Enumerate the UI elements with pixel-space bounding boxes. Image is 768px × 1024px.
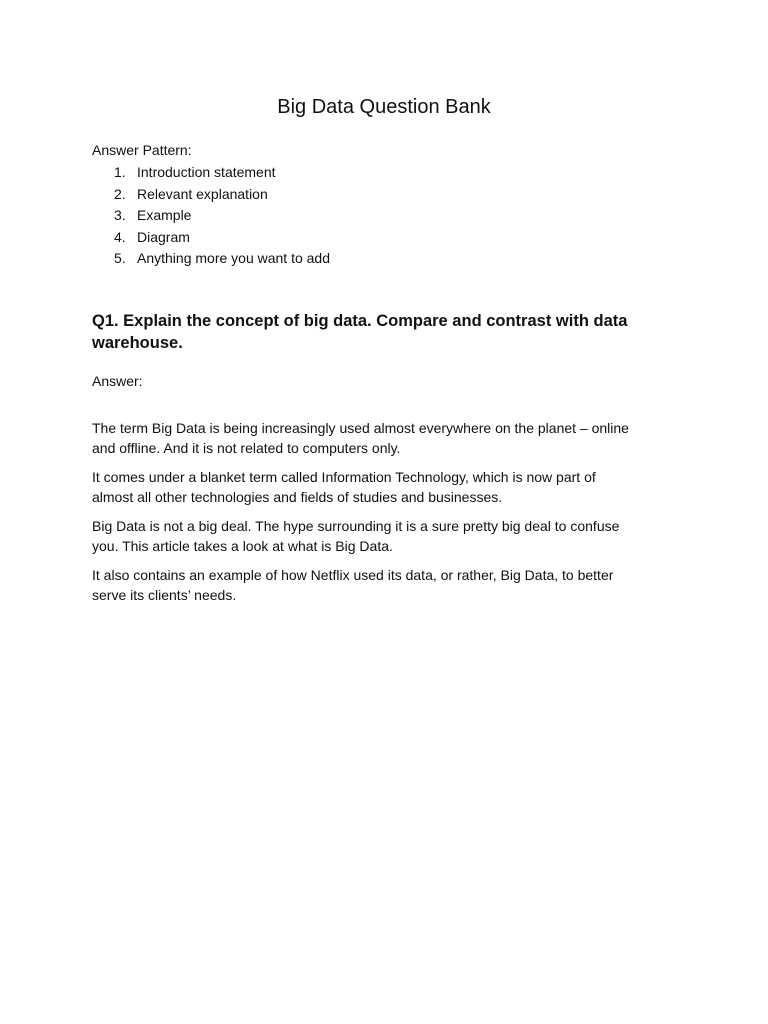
list-item-text: Relevant explanation — [137, 185, 268, 202]
list-item — [114, 205, 676, 227]
list-item-number: 2. — [114, 185, 126, 202]
list-item-number: 5. — [114, 250, 126, 267]
list-item-text: Introduction statement — [137, 164, 276, 180]
paragraph-line: The term Big Data is being increasingly used almost everywhere on the planet – online — [92, 419, 629, 436]
list-item-number: 1. — [114, 164, 126, 180]
list-item-number: 4. — [114, 228, 126, 245]
answer-paragraph — [92, 516, 676, 557]
answer-paragraph — [92, 565, 676, 606]
list-item — [114, 248, 676, 270]
list-item — [114, 184, 676, 206]
answer-pattern-list — [92, 162, 676, 270]
document-title: Big Data Question Bank — [277, 96, 491, 118]
answer-label: Answer: — [92, 372, 143, 389]
paragraph-line: It also contains an example of how Netflix used its data, or rather, Big Data, to better — [92, 566, 614, 583]
list-item-number: 3. — [114, 207, 126, 224]
answer-pattern-label: Answer Pattern: — [92, 142, 192, 158]
list-item — [114, 162, 676, 184]
answer-body — [92, 418, 676, 606]
answer-paragraph — [92, 418, 676, 459]
question-heading — [92, 310, 676, 354]
question-heading-line: warehouse. — [92, 333, 183, 352]
question-heading-line: Q1. Explain the concept of big data. Compare and contrast with data — [92, 311, 628, 330]
list-item-text: Example — [137, 207, 192, 224]
answer-paragraph — [92, 467, 676, 508]
paragraph-line: Big Data is not a big deal. The hype surrounding it is a sure pretty big deal to confuse — [92, 517, 620, 534]
paragraph-line: It comes under a blanket term called Information Technology, which is now part of — [92, 468, 596, 485]
list-item-text: Anything more you want to add — [137, 250, 331, 267]
paragraph-line: serve its clients’ needs. — [92, 587, 237, 604]
paragraph-line: and offline. And it is not related to computers only. — [92, 440, 401, 457]
list-item-text: Diagram — [137, 228, 190, 245]
paragraph-line: almost all other technologies and fields of studies and businesses. — [92, 489, 503, 506]
list-item — [114, 227, 676, 249]
paragraph-line: you. This article takes a look at what is Big Data. — [92, 538, 393, 555]
